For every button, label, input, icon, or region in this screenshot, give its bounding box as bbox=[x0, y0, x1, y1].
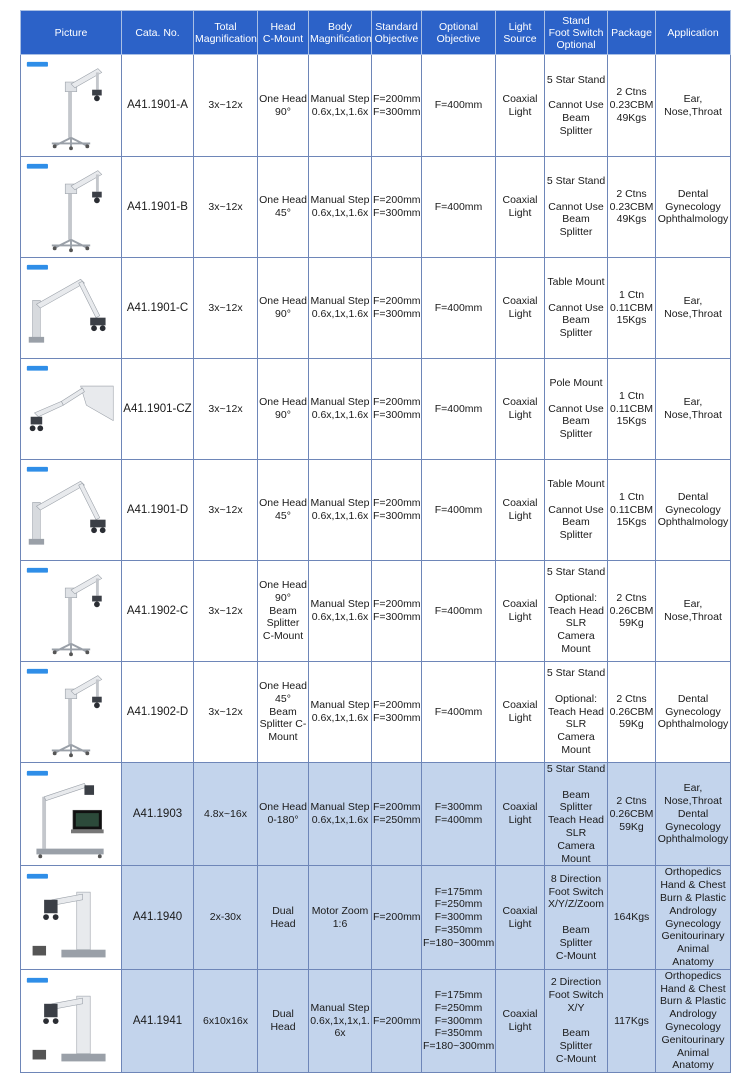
head-cell: One Head 90° Beam Splitter C-Mount bbox=[258, 561, 309, 662]
body-magnification-cell: Manual Step 0.6x,1x,1.6x bbox=[309, 460, 372, 561]
light-source-cell: Coaxial Light bbox=[496, 763, 545, 866]
optional-objective-cell: F=300mm F=400mm bbox=[422, 763, 496, 866]
header-package: Package bbox=[608, 11, 656, 55]
application-cell: Ear, Nose,Throat bbox=[656, 359, 731, 460]
body-magnification-cell: Manual Step 0.6x,1x,1.6x bbox=[309, 157, 372, 258]
optional-objective-cell: F=400mm bbox=[422, 258, 496, 359]
header-picture: Picture bbox=[21, 11, 122, 55]
cata-no-cell: A41.1901-B bbox=[122, 157, 194, 258]
total-magnification-cell: 3x~12x bbox=[194, 258, 258, 359]
header-total-magnification: Total Magnification bbox=[194, 11, 258, 55]
stand-cell: 5 Star Stand Cannot Use Beam Splitter bbox=[545, 55, 608, 157]
package-cell: 2 Ctns 0.23CBM 49Kgs bbox=[608, 157, 656, 258]
picture-cell bbox=[21, 763, 122, 866]
package-cell: 2 Ctns 0.26CBM 59Kg bbox=[608, 662, 656, 763]
light-source-cell: Coaxial Light bbox=[496, 561, 545, 662]
package-cell: 1 Ctn 0.11CBM 15Kgs bbox=[608, 359, 656, 460]
stand-cell: 8 Direction Foot Switch X/Y/Z/Zoom Beam Splitter C-Mount bbox=[545, 866, 608, 969]
stand-cell: 2 Direction Foot Switch X/Y Beam Splitter C-Mount bbox=[545, 969, 608, 1072]
head-cell: One Head 45° Beam Splitter C- Mount bbox=[258, 662, 309, 763]
head-cell: One Head 90° bbox=[258, 55, 309, 157]
stand-cell: 5 Star Stand Beam Splitter Teach Head SLR Camera Mount bbox=[545, 763, 608, 866]
optional-objective-cell: F=400mm bbox=[422, 561, 496, 662]
light-source-cell: Coaxial Light bbox=[496, 258, 545, 359]
application-cell: Ear, Nose,Throat Dental Gynecology Ophthalmology bbox=[656, 763, 731, 866]
application-cell: Dental Gynecology Ophthalmology bbox=[656, 157, 731, 258]
cata-no-cell: A41.1901-C bbox=[122, 258, 194, 359]
standard-objective-cell: F=200mm F=300mm bbox=[372, 460, 422, 561]
standard-objective-cell: F=200mm F=300mm bbox=[372, 258, 422, 359]
header-standard-objective: Standard Objective bbox=[372, 11, 422, 55]
header-application: Application bbox=[656, 11, 731, 55]
dual-head-microscope-image bbox=[23, 975, 119, 1067]
dual-head-microscope-image bbox=[23, 871, 119, 963]
optional-objective-cell: F=400mm bbox=[422, 55, 496, 157]
header-cata-no: Cata. No. bbox=[122, 11, 194, 55]
table-row bbox=[21, 969, 731, 1072]
application-cell: Ear, Nose,Throat bbox=[656, 55, 731, 157]
table-row bbox=[21, 460, 731, 561]
header-optional-objective: Optional Objective bbox=[422, 11, 496, 55]
standard-objective-cell: F=200mm bbox=[372, 866, 422, 969]
stand-cell: Table Mount Cannot Use Beam Splitter bbox=[545, 460, 608, 561]
header-body-magnification: Body Magnification bbox=[309, 11, 372, 55]
head-cell: One Head 90° bbox=[258, 359, 309, 460]
cata-no-cell: A41.1901-CZ bbox=[122, 359, 194, 460]
body-magnification-cell: Manual Step 0.6x,1x,1.6x bbox=[309, 55, 372, 157]
light-source-cell: Coaxial Light bbox=[496, 662, 545, 763]
optional-objective-cell: F=175mm F=250mm F=300mm F=350mm F=180~300mm bbox=[422, 866, 496, 969]
application-cell: Dental Gynecology Ophthalmology bbox=[656, 460, 731, 561]
total-magnification-cell: 3x~12x bbox=[194, 359, 258, 460]
picture-cell bbox=[21, 55, 122, 157]
cata-no-cell: A41.1901-D bbox=[122, 460, 194, 561]
light-source-cell: Coaxial Light bbox=[496, 969, 545, 1072]
floor-stand-microscope-image bbox=[23, 161, 119, 253]
header-stand-foot-switch: Stand Foot Switch Optional bbox=[545, 11, 608, 55]
picture-cell bbox=[21, 969, 122, 1072]
picture-cell bbox=[21, 258, 122, 359]
total-magnification-cell: 3x~12x bbox=[194, 460, 258, 561]
package-cell: 2 Ctns 0.23CBM 49Kgs bbox=[608, 55, 656, 157]
picture-cell bbox=[21, 561, 122, 662]
picture-cell bbox=[21, 460, 122, 561]
total-magnification-cell: 2x-30x bbox=[194, 866, 258, 969]
total-magnification-cell: 4.8x~16x bbox=[194, 763, 258, 866]
head-cell: One Head 45° bbox=[258, 460, 309, 561]
optional-objective-cell: F=400mm bbox=[422, 157, 496, 258]
light-source-cell: Coaxial Light bbox=[496, 157, 545, 258]
optional-objective-cell: F=400mm bbox=[422, 460, 496, 561]
body-magnification-cell: Manual Step 0.6x,1x,1.6x bbox=[309, 763, 372, 866]
optional-objective-cell: F=400mm bbox=[422, 359, 496, 460]
total-magnification-cell: 3x~12x bbox=[194, 662, 258, 763]
header-head-c-mount: Head C-Mount bbox=[258, 11, 309, 55]
stand-cell: Pole Mount Cannot Use Beam Splitter bbox=[545, 359, 608, 460]
body-magnification-cell: Manual Step 0.6x,1x,1.6x bbox=[309, 359, 372, 460]
cata-no-cell: A41.1940 bbox=[122, 866, 194, 969]
application-cell: Ear, Nose,Throat bbox=[656, 561, 731, 662]
head-cell: One Head 45° bbox=[258, 157, 309, 258]
total-magnification-cell: 3x~12x bbox=[194, 157, 258, 258]
table-mount-microscope-image bbox=[23, 262, 119, 354]
cata-no-cell: A41.1941 bbox=[122, 969, 194, 1072]
total-magnification-cell: 6x10x16x bbox=[194, 969, 258, 1072]
body-magnification-cell: Manual Step 0.6x,1x,1x,1. 6x bbox=[309, 969, 372, 1072]
picture-cell bbox=[21, 866, 122, 969]
body-magnification-cell: Manual Step 0.6x,1x,1.6x bbox=[309, 662, 372, 763]
header-row bbox=[21, 11, 731, 55]
floor-stand-microscope-image bbox=[23, 59, 119, 151]
package-cell: 2 Ctns 0.26CBM 59Kg bbox=[608, 763, 656, 866]
body-magnification-cell: Manual Step 0.6x,1x,1.6x bbox=[309, 258, 372, 359]
standard-objective-cell: F=200mm F=300mm bbox=[372, 662, 422, 763]
body-magnification-cell: Motor Zoom 1:6 bbox=[309, 866, 372, 969]
standard-objective-cell: F=200mm F=250mm bbox=[372, 763, 422, 866]
table-row bbox=[21, 561, 731, 662]
optional-objective-cell: F=400mm bbox=[422, 662, 496, 763]
pole-mount-microscope-image bbox=[23, 363, 119, 455]
stand-cell: 5 Star Stand Cannot Use Beam Splitter bbox=[545, 157, 608, 258]
body-magnification-cell: Manual Step 0.6x,1x,1.6x bbox=[309, 561, 372, 662]
package-cell: 164Kgs bbox=[608, 866, 656, 969]
cata-no-cell: A41.1902-D bbox=[122, 662, 194, 763]
table-row bbox=[21, 157, 731, 258]
table-row bbox=[21, 55, 731, 157]
spec-table bbox=[20, 10, 731, 1073]
package-cell: 117Kgs bbox=[608, 969, 656, 1072]
optional-objective-cell: F=175mm F=250mm F=300mm F=350mm F=180~300mm bbox=[422, 969, 496, 1072]
table-mount-microscope-image bbox=[23, 464, 119, 556]
header-light-source: Light Source bbox=[496, 11, 545, 55]
standard-objective-cell: F=200mm F=300mm bbox=[372, 157, 422, 258]
head-cell: Dual Head bbox=[258, 969, 309, 1072]
standard-objective-cell: F=200mm F=300mm bbox=[372, 561, 422, 662]
picture-cell bbox=[21, 157, 122, 258]
table-row bbox=[21, 866, 731, 969]
picture-cell bbox=[21, 662, 122, 763]
floor-stand-microscope-image bbox=[23, 666, 119, 758]
standard-objective-cell: F=200mm F=300mm bbox=[372, 55, 422, 157]
package-cell: 2 Ctns 0.26CBM 59Kg bbox=[608, 561, 656, 662]
table-row bbox=[21, 258, 731, 359]
package-cell: 1 Ctn 0.11CBM 15Kgs bbox=[608, 460, 656, 561]
floor-stand-microscope-image bbox=[23, 565, 119, 657]
cata-no-cell: A41.1903 bbox=[122, 763, 194, 866]
application-cell: Orthopedics Hand & Chest Burn & Plastic Andrology Gynecology Genitourinary Animal Anatomy bbox=[656, 866, 731, 969]
stand-cell: 5 Star Stand Optional: Teach Head SLR Camera Mount bbox=[545, 561, 608, 662]
cata-no-cell: A41.1902-C bbox=[122, 561, 194, 662]
microscope-with-laptop-image bbox=[23, 768, 119, 860]
total-magnification-cell: 3x~12x bbox=[194, 561, 258, 662]
table-row bbox=[21, 763, 731, 866]
cata-no-cell: A41.1901-A bbox=[122, 55, 194, 157]
application-cell: Ear, Nose,Throat bbox=[656, 258, 731, 359]
picture-cell bbox=[21, 359, 122, 460]
light-source-cell: Coaxial Light bbox=[496, 359, 545, 460]
table-row bbox=[21, 662, 731, 763]
light-source-cell: Coaxial Light bbox=[496, 866, 545, 969]
application-cell: Orthopedics Hand & Chest Burn & Plastic Andrology Gynecology Genitourinary Animal Anatomy bbox=[656, 969, 731, 1072]
head-cell: One Head 90° bbox=[258, 258, 309, 359]
standard-objective-cell: F=200mm F=300mm bbox=[372, 359, 422, 460]
standard-objective-cell: F=200mm bbox=[372, 969, 422, 1072]
head-cell: One Head 0-180° bbox=[258, 763, 309, 866]
package-cell: 1 Ctn 0.11CBM 15Kgs bbox=[608, 258, 656, 359]
application-cell: Dental Gynecology Ophthalmology bbox=[656, 662, 731, 763]
head-cell: Dual Head bbox=[258, 866, 309, 969]
table-row bbox=[21, 359, 731, 460]
total-magnification-cell: 3x~12x bbox=[194, 55, 258, 157]
light-source-cell: Coaxial Light bbox=[496, 460, 545, 561]
stand-cell: 5 Star Stand Optional: Teach Head SLR Camera Mount bbox=[545, 662, 608, 763]
stand-cell: Table Mount Cannot Use Beam Splitter bbox=[545, 258, 608, 359]
light-source-cell: Coaxial Light bbox=[496, 55, 545, 157]
